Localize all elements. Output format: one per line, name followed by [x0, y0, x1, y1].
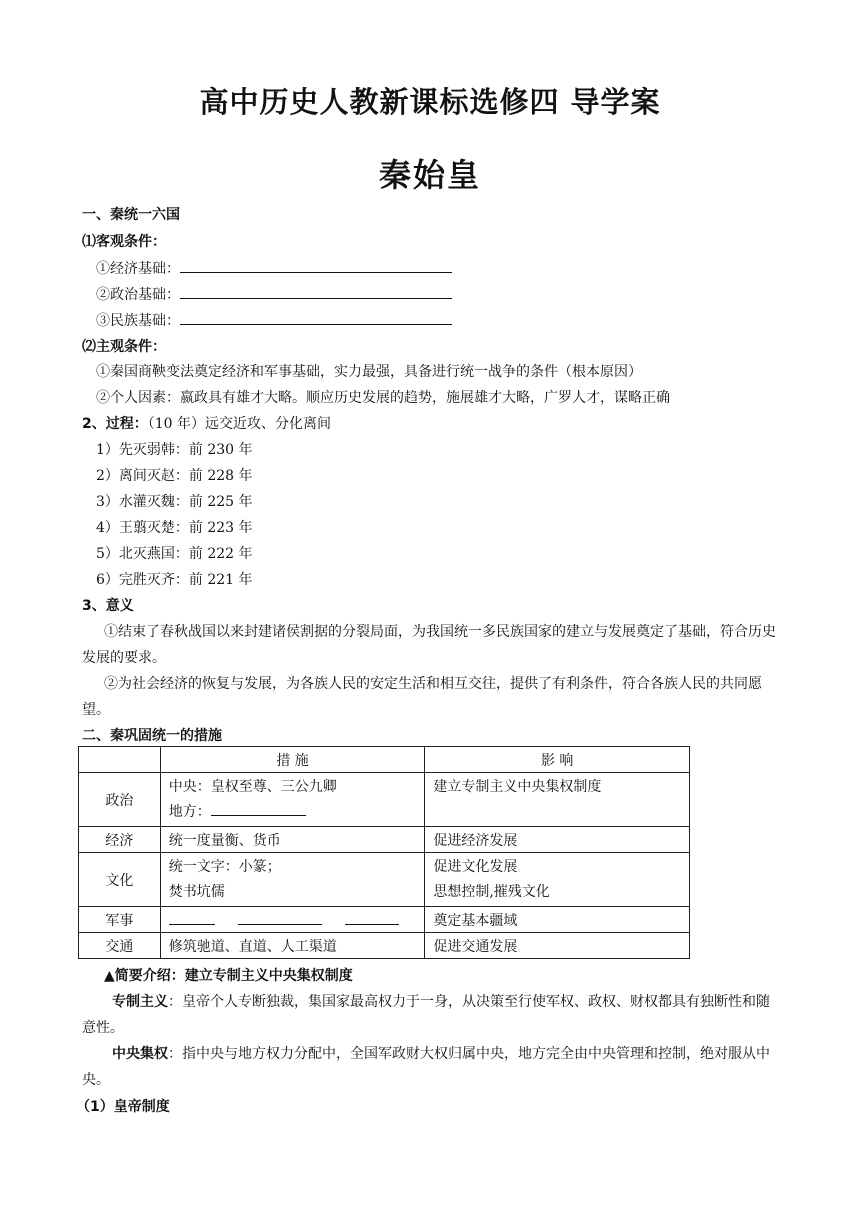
objective-conditions-heading: ⑴客观条件：	[82, 234, 166, 250]
significance-paragraph: ②为社会经济的恢复与发展，为各族人民的安定生活和相互交往，提供了有利条件，符合各族人民的共同愿望。	[82, 676, 762, 718]
measure-line: 统一文字：小篆；	[168, 858, 281, 875]
table-cell-impact	[425, 853, 690, 907]
table-cell-measures	[160, 853, 425, 907]
process-step: 3）水灌灭魏：前 225 年	[96, 494, 253, 510]
fill-in-blank[interactable]	[345, 910, 399, 925]
table-header	[79, 747, 161, 773]
emperor-system-heading: （1）皇帝制度	[76, 1099, 170, 1115]
table-cell-area: 政治	[79, 773, 161, 827]
item-label: ③民族基础：	[96, 313, 180, 329]
significance-heading: 3、意义	[82, 598, 134, 614]
subjective-item: ①秦国商鞅变法奠定经济和军事基础，实力最强，具备进行统一战争的条件（根本原因）	[96, 364, 642, 380]
impact-line: 促进文化发展	[433, 858, 518, 875]
table-cell-impact	[425, 773, 690, 827]
fill-in-blank[interactable]	[180, 284, 452, 299]
autocracy-text: ：皇帝个人专断独裁，集国家最高权力于一身，从决策至行使军权、政权、财权都具有独断性和随意性。	[82, 994, 770, 1036]
measure-line-with-blank	[169, 800, 417, 825]
table-cell-area: 交通	[79, 933, 161, 959]
fill-in-blank[interactable]	[238, 910, 322, 925]
ethnic-basis-item	[96, 310, 452, 331]
process-step: 1）先灭弱韩：前 230 年	[96, 442, 253, 458]
brief-intro-heading: ▲简要介绍：建立专制主义中央集权制度	[104, 968, 353, 984]
economic-basis-item	[96, 258, 452, 279]
section-1-heading: 一、秦统一六国	[82, 207, 180, 223]
table-row	[79, 773, 690, 827]
centralization-definition	[82, 1041, 782, 1093]
process-step: 4）王翦灭楚：前 223 年	[96, 520, 253, 536]
table-row	[79, 907, 690, 933]
table-cell-measures: 统一度量衡、货币	[160, 827, 425, 853]
table-cell-impact: 奠定基本疆域	[425, 907, 690, 933]
fill-in-blank[interactable]	[211, 801, 306, 816]
table-cell-impact: 促进经济发展	[425, 827, 690, 853]
measure-line: 焚书坑儒	[168, 883, 225, 900]
consolidation-heading: 二、秦巩固统一的措施	[82, 728, 222, 744]
table-cell-area: 文化	[79, 853, 161, 907]
measure-label: 地方：	[168, 803, 211, 820]
item-label: ①经济基础：	[96, 261, 180, 277]
impact-line: 建立专制主义中央集权制度	[433, 779, 602, 795]
table-cell-area: 军事	[79, 907, 161, 933]
centralization-text: ：指中央与地方权力分配中，全国军政财大权归属中央，地方完全由中央管理和控制，绝对服从中央。	[82, 1046, 770, 1088]
fill-in-blank[interactable]	[180, 310, 452, 325]
significance-paragraph: ①结束了春秋战国以来封建诸侯割据的分裂局面，为我国统一多民族国家的建立与发展奠定了基础，符合历史发展的要求。	[82, 624, 776, 666]
measures-table	[78, 746, 690, 959]
table-cell-measures	[160, 773, 425, 827]
table-cell-measures: 修筑驰道、直道、人工渠道	[160, 933, 425, 959]
autocracy-definition	[82, 989, 782, 1041]
process-summary: （10 年）远交近攻、分化离间	[147, 416, 332, 432]
process-step: 2）离间灭赵：前 228 年	[96, 468, 253, 484]
table-row	[79, 853, 690, 907]
autocracy-term: 专制主义	[112, 994, 168, 1010]
subjective-item: ②个人因素：嬴政具有雄才大略。顺应历史发展的趋势，施展雄才大略，广罗人才，谋略正确	[96, 390, 670, 406]
table-header: 影 响	[425, 747, 690, 773]
process-heading-line	[82, 414, 331, 434]
political-basis-item	[96, 284, 452, 305]
table-row	[79, 827, 690, 853]
document-subtitle: 秦始皇	[378, 156, 481, 194]
table-row	[79, 933, 690, 959]
fill-in-blank[interactable]	[169, 910, 215, 925]
item-label: ②政治基础：	[96, 287, 180, 303]
measure-line: 中央：皇权至尊、三公九卿	[168, 778, 337, 795]
fill-in-blank[interactable]	[180, 258, 452, 273]
table-cell-impact: 促进交通发展	[425, 933, 690, 959]
centralization-term: 中央集权	[112, 1046, 168, 1062]
process-step: 6）完胜灭齐：前 221 年	[96, 572, 253, 588]
table-header: 措 施	[160, 747, 425, 773]
process-heading: 2、过程：	[82, 416, 148, 432]
table-header-row	[79, 747, 690, 773]
table-cell-measures	[160, 907, 425, 933]
table-cell-area: 经济	[79, 827, 161, 853]
document-title: 高中历史人教新课标选修四 导学案	[199, 85, 661, 119]
process-step: 5）北灭燕国：前 222 年	[96, 546, 253, 562]
subjective-conditions-heading: ⑵主观条件：	[82, 339, 166, 355]
impact-line: 思想控制,摧残文化	[433, 883, 550, 900]
